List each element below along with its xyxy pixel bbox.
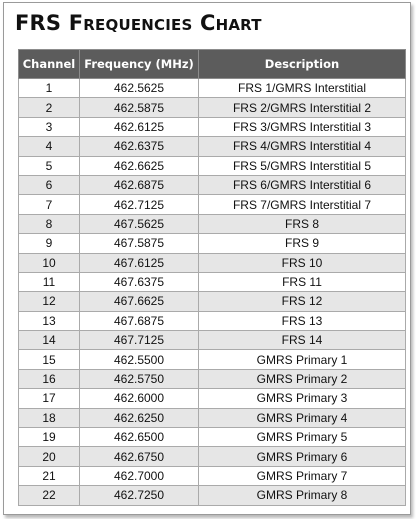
cell-frequency: 467.6375	[80, 272, 199, 291]
cell-frequency: 467.5875	[80, 234, 199, 253]
cell-description: GMRS Primary 8	[199, 486, 406, 505]
cell-description: GMRS Primary 6	[199, 447, 406, 466]
table-row	[19, 311, 406, 330]
header-channel: Channel	[19, 50, 80, 79]
table-row	[19, 117, 406, 136]
table-row	[19, 428, 406, 447]
cell-description: FRS 5/GMRS Interstitial 5	[199, 156, 406, 175]
cell-description: GMRS Primary 3	[199, 389, 406, 408]
cell-frequency: 467.6125	[80, 253, 199, 272]
table-row	[19, 466, 406, 485]
cell-channel: 21	[19, 466, 80, 485]
cell-frequency: 467.5625	[80, 214, 199, 233]
table-row	[19, 253, 406, 272]
cell-channel: 6	[19, 175, 80, 194]
cell-channel: 13	[19, 311, 80, 330]
table-header-row	[19, 50, 406, 79]
cell-channel: 15	[19, 350, 80, 369]
table-row	[19, 195, 406, 214]
cell-channel: 5	[19, 156, 80, 175]
cell-frequency: 462.5750	[80, 369, 199, 388]
cell-frequency: 462.6000	[80, 389, 199, 408]
table-row	[19, 389, 406, 408]
cell-description: FRS 1/GMRS Interstitial	[199, 79, 406, 98]
cell-description: GMRS Primary 7	[199, 466, 406, 485]
cell-channel: 9	[19, 234, 80, 253]
table-row	[19, 447, 406, 466]
cell-channel: 20	[19, 447, 80, 466]
table-row	[19, 292, 406, 311]
cell-description: FRS 8	[199, 214, 406, 233]
cell-channel: 14	[19, 331, 80, 350]
cell-channel: 17	[19, 389, 80, 408]
cell-frequency: 462.6250	[80, 408, 199, 427]
cell-channel: 12	[19, 292, 80, 311]
cell-description: FRS 12	[199, 292, 406, 311]
cell-description: GMRS Primary 1	[199, 350, 406, 369]
cell-channel: 2	[19, 98, 80, 117]
cell-frequency: 467.6625	[80, 292, 199, 311]
cell-channel: 3	[19, 117, 80, 136]
table-row	[19, 137, 406, 156]
cell-description: FRS 9	[199, 234, 406, 253]
cell-frequency: 462.7000	[80, 466, 199, 485]
table-row	[19, 156, 406, 175]
cell-channel: 16	[19, 369, 80, 388]
table-body	[19, 79, 406, 506]
page-title: FRS Frequencies Chart	[15, 11, 262, 35]
cell-description: FRS 6/GMRS Interstitial 6	[199, 175, 406, 194]
cell-description: GMRS Primary 4	[199, 408, 406, 427]
table-row	[19, 486, 406, 505]
table-row	[19, 272, 406, 291]
cell-description: GMRS Primary 5	[199, 428, 406, 447]
cell-channel: 10	[19, 253, 80, 272]
cell-channel: 4	[19, 137, 80, 156]
cell-description: FRS 4/GMRS Interstitial 4	[199, 137, 406, 156]
table-row	[19, 331, 406, 350]
cell-channel: 7	[19, 195, 80, 214]
document-frame	[3, 2, 411, 515]
cell-description: FRS 3/GMRS Interstitial 3	[199, 117, 406, 136]
cell-frequency: 462.6125	[80, 117, 199, 136]
header-frequency: Frequency (MHz)	[80, 50, 199, 79]
cell-description: FRS 13	[199, 311, 406, 330]
cell-description: FRS 2/GMRS Interstitial 2	[199, 98, 406, 117]
table-row	[19, 214, 406, 233]
cell-frequency: 462.5625	[80, 79, 199, 98]
table-row	[19, 98, 406, 117]
cell-channel: 11	[19, 272, 80, 291]
table-row	[19, 369, 406, 388]
table-row	[19, 408, 406, 427]
cell-frequency: 462.7250	[80, 486, 199, 505]
cell-description: FRS 11	[199, 272, 406, 291]
cell-description: GMRS Primary 2	[199, 369, 406, 388]
cell-channel: 18	[19, 408, 80, 427]
table-row	[19, 350, 406, 369]
cell-frequency: 462.7125	[80, 195, 199, 214]
cell-frequency: 462.5500	[80, 350, 199, 369]
cell-frequency: 462.6875	[80, 175, 199, 194]
cell-frequency: 462.5875	[80, 98, 199, 117]
cell-frequency: 462.6750	[80, 447, 199, 466]
cell-frequency: 462.6625	[80, 156, 199, 175]
cell-description: FRS 10	[199, 253, 406, 272]
cell-frequency: 462.6375	[80, 137, 199, 156]
cell-frequency: 467.6875	[80, 311, 199, 330]
cell-channel: 1	[19, 79, 80, 98]
cell-description: FRS 7/GMRS Interstitial 7	[199, 195, 406, 214]
cell-channel: 8	[19, 214, 80, 233]
cell-channel: 19	[19, 428, 80, 447]
header-description: Description	[199, 50, 406, 79]
cell-frequency: 462.6500	[80, 428, 199, 447]
cell-frequency: 467.7125	[80, 331, 199, 350]
frequency-table	[18, 49, 406, 506]
cell-channel: 22	[19, 486, 80, 505]
table-row	[19, 175, 406, 194]
cell-description: FRS 14	[199, 331, 406, 350]
table-row	[19, 79, 406, 98]
table-row	[19, 234, 406, 253]
